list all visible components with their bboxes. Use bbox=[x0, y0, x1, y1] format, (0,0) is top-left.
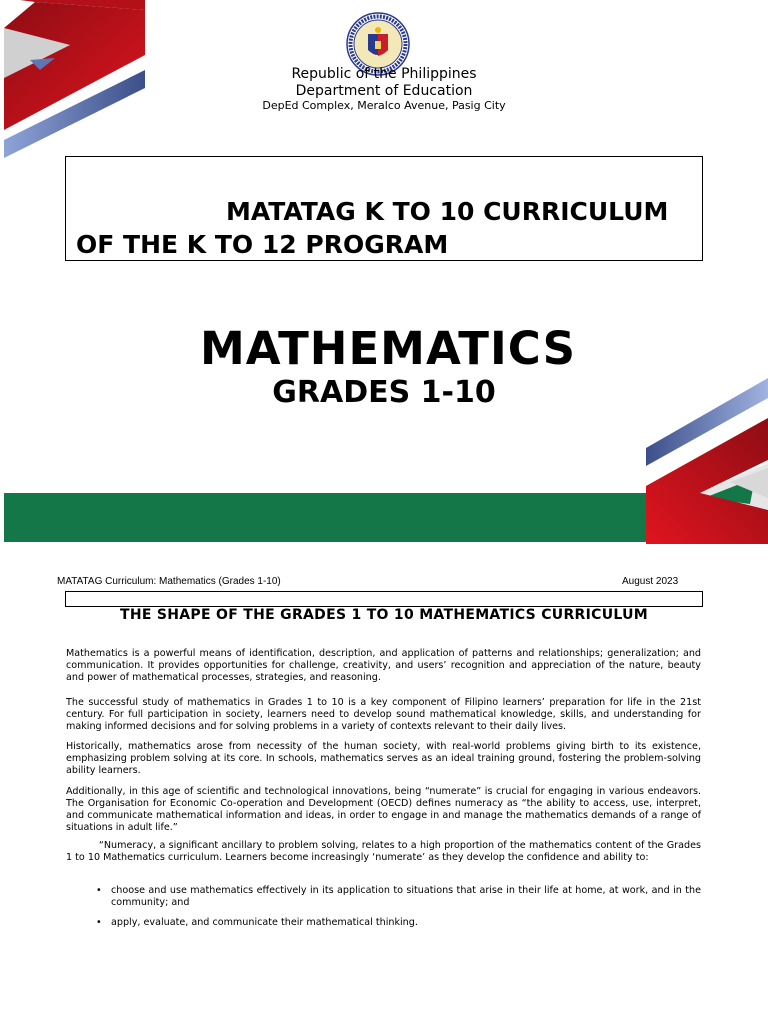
section-title-box bbox=[65, 591, 703, 607]
subject-title: MATHEMATICS bbox=[199, 322, 577, 375]
department-label: Department of Education bbox=[295, 83, 473, 99]
curriculum-title-line2: OF THE K TO 12 PROGRAM bbox=[76, 230, 449, 259]
body-paragraph: “Numeracy, a significant ancillary to problem solving, relates to a high proportion of the mathematics content of the Grades 1 to 10 Mathematics curriculum. Learners become increasingly ‘numerate’ as they develop the confidence and ability to: bbox=[66, 840, 705, 864]
running-header-date: August 2023 bbox=[622, 576, 679, 587]
running-header-title: MATATAG Curriculum: Mathematics (Grades 1-10) bbox=[57, 576, 281, 587]
numeracy-bullet-list bbox=[66, 885, 701, 937]
list-item bbox=[66, 885, 701, 909]
list-item bbox=[66, 917, 701, 929]
section-title: THE SHAPE OF THE GRADES 1 TO 10 MATHEMATICS CURRICULUM bbox=[119, 607, 649, 623]
body-paragraph: Mathematics is a powerful means of identification, description, and application of patterns and relationships; generalization; and communication. It provides opportunities for challenge, creativity, and users’ recognition and appreciation of the nature, beauty and power of mathematical processes, strategies, and reasoning. bbox=[66, 648, 701, 684]
green-band bbox=[4, 493, 664, 542]
bullet-icon: • bbox=[96, 885, 102, 896]
republic-label: Republic of the Philippines bbox=[291, 66, 477, 82]
body-paragraph: Historically, mathematics arose from necessity of the human society, with real-world problems giving birth to its existence, emphasizing problem solving at its core. In schools, mathematics serves as an ideal training ground, fostering the problem-solving ability learners. bbox=[66, 741, 701, 777]
bullet-icon: • bbox=[96, 917, 102, 929]
grades-title: GRADES 1-10 bbox=[272, 375, 496, 410]
curriculum-title-line1: MATATAG K TO 10 CURRICULUM bbox=[226, 197, 669, 226]
curriculum-title-box bbox=[65, 156, 703, 261]
list-item-text: choose and use mathematics effectively in its application to situations that arise in their life at home, at work, and in the community; and bbox=[111, 885, 701, 909]
body-paragraph: The successful study of mathematics in Grades 1 to 10 is a key component of Filipino learners’ preparation for life in the 21st century. For full participation in society, learners need to develop sound mathematical knowledge, skills, and understanding for making informed decisions and for solving problems in a variety of contexts relevant to their daily lives. bbox=[66, 697, 701, 733]
bottom-right-ribbon-decoration bbox=[640, 378, 768, 544]
address-label: DepEd Complex, Meralco Avenue, Pasig City bbox=[262, 99, 506, 112]
body-paragraph: Additionally, in this age of scientific and technological innovations, being “numerate” is crucial for engaging in various endeavors. The Organisation for Economic Co-operation and Development (OECD) defines numeracy as “the ability to access, use, interpret, and communicate mathematical information and ideas, in order to engage in and manage the mathematics demands of a range of situations in adult life.” bbox=[66, 786, 701, 834]
list-item-text: apply, evaluate, and communicate their mathematical thinking. bbox=[111, 917, 418, 929]
